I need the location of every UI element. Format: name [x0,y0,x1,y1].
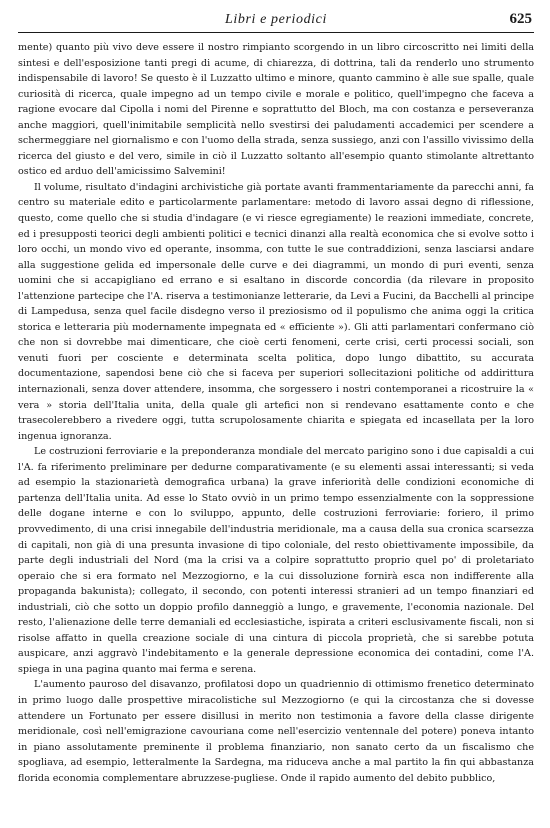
paragraph: Il volume, risultato d'indagini archivistiche già portate avanti frammentariamente da parecchi anni, fa centro su materiale edito e particolarmente parlamentare: metodo di lavoro assai degno di riflessione, questo, come quello che si studia d'indagare (e vi riesce egregiamente) le reazioni immediate, concrete, ed i presupposti teorici degli ambienti politici e tecnici dinanzi alla realtà economica che si evolve sotto i loro occhi, un mondo vivo ed operante, insomma, con tutte le sue contraddizioni, senza lasciarsi andare alla suggestione gelida ed impersonale delle curve e dei diagrammi, un mondo di puri eventi, senza uomini che si accapigliano ed errano e si esaltano in discorde concordia (da rilevare in proposito l'attenzione partecipe che l'A. riserva a testimonianze letterarie, da Levi a Fucini, da Bacchelli al principe di Lampedusa, senza quel facile disdegno verso il preziosismo od il populismo che anima oggi la critica storica e letteraria più modernamente impegnata ed « efficiente »). Gli atti parlamentari confermano ciò che non si dovrebbe mai dimenticare, che cioè certi fenomeni, certe crisi, certi processi sociali, son venuti fuori per cosciente e determinata scelta politica, dopo lungo dibattito, su accurata documentazione, sapendosi bene ciò che si faceva per superiori sollecitazioni politiche od addirittura internazionali, senza dover attendere, insomma, che sorgessero i nostri contemporanei a ricostruire la « vera » storia dell'Italia unita, della quale gli artefici non si rendevano esattamente conto e che trasecolerebbero a rivedere oggi, tutta scrupolosamente chiarita e spiegata ed incasellata per la loro ingenua ignoranza. [18,181,534,442]
book-page [18,10,534,786]
paragraph-continued: mente) quanto più vivo deve essere il nostro rimpianto scorgendo in un libro circoscritto nei limiti della sintesi e dell'esposizione tanti pregi di acume, di chiarezza, di dottrina, tali da renderlo uno strumento indispensabile di lavoro! Se questo è il Luzzatto ultimo e minore, quanto cammino è alle sue spalle, quale curiosità di ricerca, quale impegno ad un tempo civile e morale e politico, quell'impegno che faceva a ragione evocare dal Cipolla i nomi del Pirenne e soprattutto del Bloch, ma con costanza e perseveranza anche maggiori, quell'inimitabile semplicità nello svestirsi dei paludamenti accademici per scendere a schermeggiare nel giornalismo e con l'uomo della strada, senza sussiego, anzi con l'assillo vivissimo della ricerca del giusto e del vero, simile in ciò il Luzzatto soltanto all'esempio quanto stimolante altrettanto ostico ed arduo dell'amicissimo Salvemini! [18,42,534,178]
page-header [18,10,534,33]
page-number: 625 [509,11,532,27]
paragraph: Le costruzioni ferroviarie e la preponderanza mondiale del mercato parigino sono i due capisaldi a cui l'A. fa riferimento preliminare per dedurne comparativamente (e su elementi assai interessanti; si veda ad esempio la stazionarietà demografica urbana) la grave inferiorità delle condizioni economiche di partenza dell'Italia unita. Ad esse lo Stato ovviò in un primo tempo essenzialmente con la soppressione delle dogane interne e con lo sviluppo, appunto, delle costruzioni ferroviarie: foriero, il primo provvedimento, di una crisi innegabile dell'industria meridionale, ma a causa della sua cronica scarsezza di capitali, non già di una presunta invasione di tipo coloniale, del resto obiettivamente impossibile, da parte degli industriali del Nord (ma la crisi va a colpire soprattutto proprio quel po' di proletariato operaio che si era formato nel Mezzogiorno, e la cui dissoluzione fornirà esca non indifferente alla propaganda bakunista); collegato, il secondo, con potenti interessi stranieri ad un tempo finanziari ed industriali, ciò che sotto un doppio profilo danneggiò a lungo, e gravemente, l'economia nazionale. Del resto, l'alienazione delle terre demaniali ed ecclesiastiche, ispirata a criteri esclusivamente fiscali, non si risolse affatto in quella creazione sociale di una cintura di piccola proprietà, che si sarebbe potuta auspicare, anzi aggravò l'indebitamento e la generale depressione economica dei contadini, come l'A. spiega in una pagina quanto mai ferma e serena. [18,446,534,675]
paragraph: L'aumento pauroso del disavanzo, profilatosi dopo un quadriennio di ottimismo frenetico determinato in primo luogo dalle prospettive miracolistiche sul Mezzogiorno (e qui la circostanza che si dovesse attendere un Fortunato per essere disillusi in merito non testimonia a favore della classe dirigente meridionale, così nell'emigrazione cavouriana come nell'esercizio ventennale del potere) poneva intanto in piano assolutamente preminente il problema finanziario, non sanato certo da un fiscalismo che spogliava, ad esempio, letteralmente la Sardegna, ma riduceva anche a mal partito la fin qui abbastanza florida economia complementare abruzzese-pugliese. Onde il rapido aumento del debito pubblico, [18,679,534,784]
page-body [18,40,534,786]
running-title: Libri e periodici [225,12,327,27]
